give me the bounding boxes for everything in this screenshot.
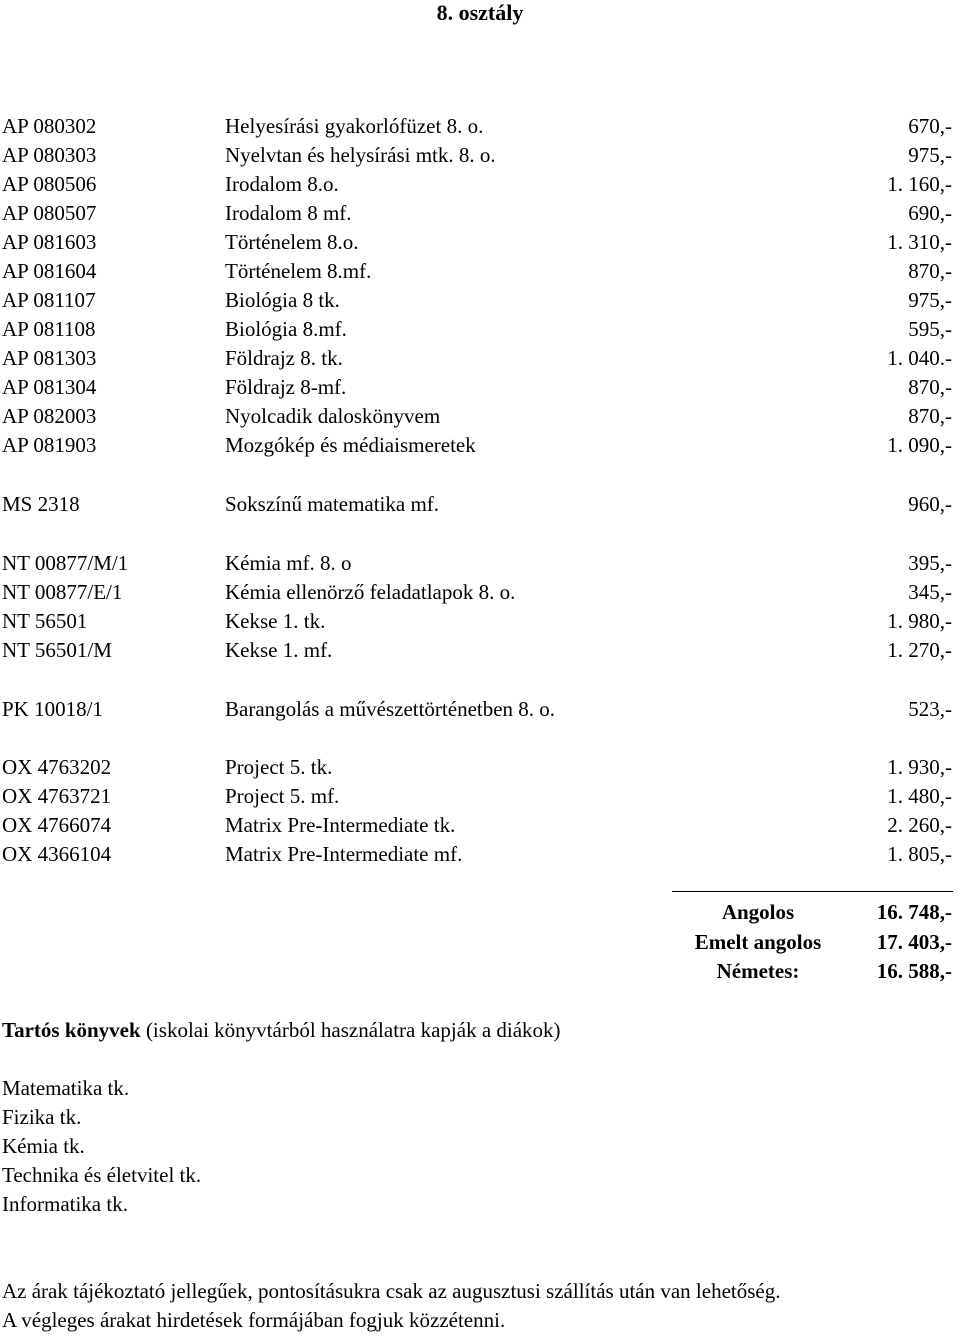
footer-note: A végleges árakat hirdetések formájában fogjuk közzétenni. [2,1308,506,1332]
book-price: 975,- [908,288,952,312]
durable-books-heading [2,1016,561,1045]
book-price: 1. 480,- [887,784,952,808]
book-row [0,373,960,402]
book-row [0,549,960,578]
book-row [0,199,960,228]
book-title: Történelem 8.o. [225,230,359,254]
book-price: 1. 930,- [887,755,952,779]
book-code: AP 080507 [2,201,97,225]
book-code: OX 4366104 [2,842,112,866]
total-row-nemetes [0,957,960,986]
durable-heading: Tartós könyvek [2,1018,141,1042]
durable-item: Technika és életvitel tk. [2,1163,202,1187]
page-title: 8. osztály [436,0,524,25]
book-title: Mozgókép és médiaismeretek [225,433,476,457]
book-code: OX 4766074 [2,813,112,837]
book-title: Kémia mf. 8. o [225,551,352,575]
book-code: NT 56501/M [2,638,112,662]
book-price: 960,- [908,492,952,516]
book-price: 1. 980,- [887,609,952,633]
sum-divider [672,891,953,892]
book-code: PK 10018/1 [2,697,103,721]
book-code: NT 00877/M/1 [2,551,129,575]
book-row [0,840,960,869]
book-price: 1. 805,- [887,842,952,866]
book-price: 1. 270,- [887,638,952,662]
book-price: 975,- [908,143,952,167]
book-code: OX 4763721 [2,784,112,808]
footer-note: Az árak tájékoztató jellegűek, pontosításukra csak az augusztusi szállítás után van lehetőség. [2,1279,781,1303]
book-title: Kekse 1. mf. [225,638,333,662]
book-title: Project 5. tk. [225,755,333,779]
book-code: AP 080302 [2,114,97,138]
book-row [0,431,960,460]
book-row [0,578,960,607]
book-price: 690,- [908,201,952,225]
total-label: Németes: [716,959,800,983]
book-title: Történelem 8.mf. [225,259,372,283]
book-title: Project 5. mf. [225,784,340,808]
durable-item: Kémia tk. [2,1134,85,1158]
book-title: Sokszínű matematika mf. [225,492,440,516]
book-row [0,257,960,286]
book-code: AP 081603 [2,230,97,254]
book-row [0,811,960,840]
book-price: 670,- [908,114,952,138]
book-title: Helyesírási gyakorlófüzet 8. o. [225,114,484,138]
book-title: Biológia 8 tk. [225,288,340,312]
total-label: Emelt angolos [694,930,822,954]
book-row [0,782,960,811]
book-row [0,286,960,315]
book-price: 2. 260,- [887,813,952,837]
book-title: Földrajz 8. tk. [225,346,343,370]
book-title: Matrix Pre-Intermediate tk. [225,813,456,837]
book-title: Barangolás a művészettörténetben 8. o. [225,697,556,721]
book-row [0,490,960,519]
book-row [0,228,960,257]
book-title: Biológia 8.mf. [225,317,347,341]
book-title: Nyolcadik daloskönyvem [225,404,441,428]
book-price: 345,- [908,580,952,604]
book-code: AP 081107 [2,288,96,312]
book-code: MS 2318 [2,492,80,516]
book-code: AP 081604 [2,259,97,283]
book-price: 395,- [908,551,952,575]
book-row [0,170,960,199]
book-code: AP 080303 [2,143,97,167]
total-row-angolos [0,898,960,927]
book-title: Földrajz 8-mf. [225,375,347,399]
book-price: 595,- [908,317,952,341]
total-value: 16. 748,- [876,900,952,924]
book-title: Kémia ellenörző feladatlapok 8. o. [225,580,516,604]
book-row [0,402,960,431]
book-price: 870,- [908,404,952,428]
book-row [0,607,960,636]
book-title: Irodalom 8 mf. [225,201,352,225]
book-title: Irodalom 8.o. [225,172,339,196]
book-row [0,141,960,170]
book-title: Kekse 1. tk. [225,609,326,633]
durable-note: (iskolai könyvtárból használatra kapják a diákok) [140,1018,561,1042]
book-price: 1. 040.- [887,346,952,370]
durable-item: Fizika tk. [2,1105,82,1129]
book-code: AP 081108 [2,317,96,341]
book-price: 870,- [908,259,952,283]
book-row [0,636,960,665]
book-code: AP 081303 [2,346,97,370]
book-code: AP 081304 [2,375,97,399]
book-price: 1. 160,- [887,172,952,196]
durable-item: Matematika tk. [2,1076,130,1100]
book-code: NT 00877/E/1 [2,580,123,604]
book-row [0,695,960,724]
book-row [0,112,960,141]
book-title: Nyelvtan és helysírási mtk. 8. o. [225,143,496,167]
book-price: 1. 090,- [887,433,952,457]
book-price: 1. 310,- [887,230,952,254]
total-row-emelt-angolos [0,928,960,957]
book-code: AP 082003 [2,404,97,428]
book-code: NT 56501 [2,609,88,633]
total-label: Angolos [721,900,795,924]
book-price: 523,- [908,697,952,721]
total-value: 17. 403,- [876,930,952,954]
book-title: Matrix Pre-Intermediate mf. [225,842,463,866]
book-code: OX 4763202 [2,755,112,779]
book-code: AP 080506 [2,172,97,196]
durable-item: Informatika tk. [2,1192,128,1216]
book-row [0,344,960,373]
book-price: 870,- [908,375,952,399]
total-value: 16. 588,- [876,959,952,983]
book-row [0,315,960,344]
book-code: AP 081903 [2,433,97,457]
book-row [0,753,960,782]
